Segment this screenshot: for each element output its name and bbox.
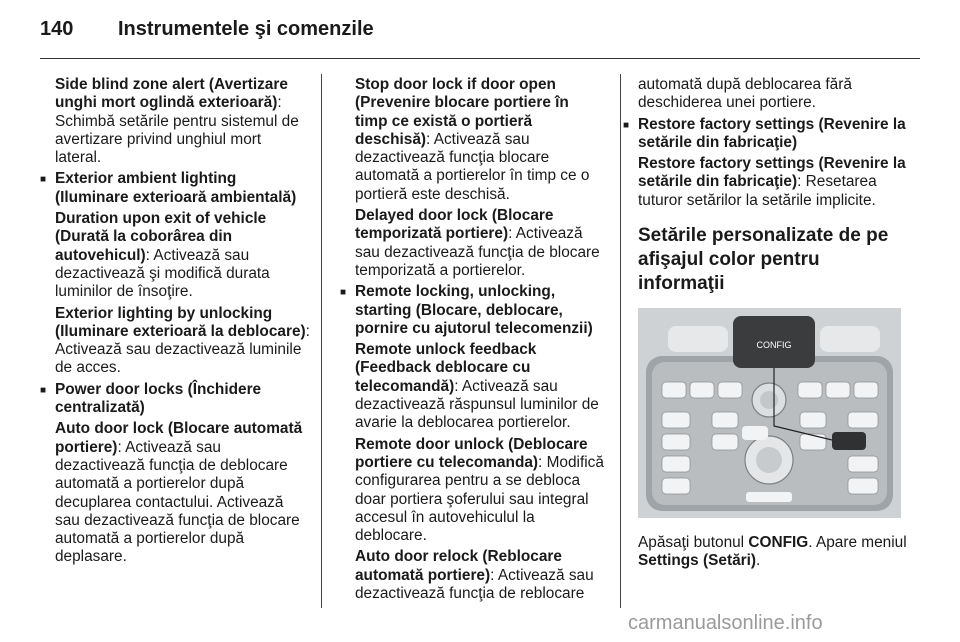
column-left — [55, 76, 310, 570]
factory-settings-entry: Restore factory settings (Revenire la setările din fabricaţie): Resetarea tuturor setărilor la setările implicite. — [638, 155, 906, 209]
section-heading: Setările personalizate de pe afişajul color pentru informaţii — [638, 225, 889, 295]
remote-locking-item: ■ Remote locking, unlocking, starting (Blocare, deblocare, pornire cu ajutorul telecomenzii) — [355, 283, 605, 338]
relock-continuation: automată după deblocarea fără deschiderea unei portiere. — [638, 76, 852, 112]
page-header — [40, 12, 920, 58]
delayed-lock-entry: Delayed door lock (Blocare temporizată portiere): Activează sau dezactivează funcţia de blocare temporizată a portierelor. — [355, 207, 600, 279]
ambient-lighting-item: ■ Exterior ambient lighting (Iluminare exterioară ambientală) — [55, 170, 310, 207]
auto-lock-entry: Auto door lock (Blocare automată portiere): Activează sau dezactivează funcţia de deblocare automată a portierelor după decuplarea contactului. Activează sau dezactivează funcţia de blocare automată a portierelor după deplasare. — [55, 420, 303, 566]
config-button-label: CONFIG — [756, 340, 792, 351]
unlock-lighting-entry: Exterior lighting by unlocking (Iluminare exterioară la deblocare): Activează sau dezactivează luminile de acces. — [55, 304, 310, 377]
watermark: carmanualsonline.info — [628, 612, 823, 634]
blind-zone-entry: Side blind zone alert (Avertizare unghi mort oglindă exterioară): Schimbă setările pentru sistemul de avertizare privind unghiul mort lateral. — [55, 76, 299, 167]
column-divider — [321, 74, 322, 608]
column-middle — [355, 76, 605, 606]
duration-entry: Duration upon exit of vehicle (Durată la coborârea din autovehicul): Activează sau dezactivează şi modifică durata luminilor de însoţire. — [55, 210, 270, 301]
control-panel-photo — [638, 308, 901, 518]
page-title: Instrumentele şi comenzile — [118, 18, 374, 40]
header-divider — [40, 58, 920, 59]
control-panel-illustration — [638, 308, 901, 518]
column-right — [638, 76, 908, 574]
instruction-text: Apăsaţi butonul CONFIG. Apare meniul Settings (Setări). — [638, 534, 907, 570]
remote-feedback-entry: Remote unlock feedback (Feedback deblocare cu telecomandă): Activează sau dezactivează răspunsul luminilor de avarie la deblocarea portierelor. — [355, 341, 599, 432]
stop-lock-entry: Stop door lock if door open (Prevenire blocare portiere în timp ce există o portieră deschisă): Activează sau dezactivează funcţia blocare automată a portierelor în timp ce o portieră este deschisă. — [355, 76, 590, 203]
factory-settings-item: ■ Restore factory settings (Revenire la setările din fabricaţie) — [638, 116, 908, 153]
column-divider — [620, 74, 621, 608]
auto-relock-entry: Auto door relock (Reblocare automată portiere): Activează sau dezactivează funcţia de reblocare — [355, 548, 594, 603]
page-number: 140 — [40, 18, 74, 40]
power-locks-item: ■ Power door locks (Închidere centralizată) — [55, 381, 310, 418]
remote-unlock-entry: Remote door unlock (Deblocare portiere cu telecomanda): Modifică configurarea pentru a se debloca doar portiera şoferului sau integral accesul în autovehiculul la deblocare. — [355, 435, 604, 545]
